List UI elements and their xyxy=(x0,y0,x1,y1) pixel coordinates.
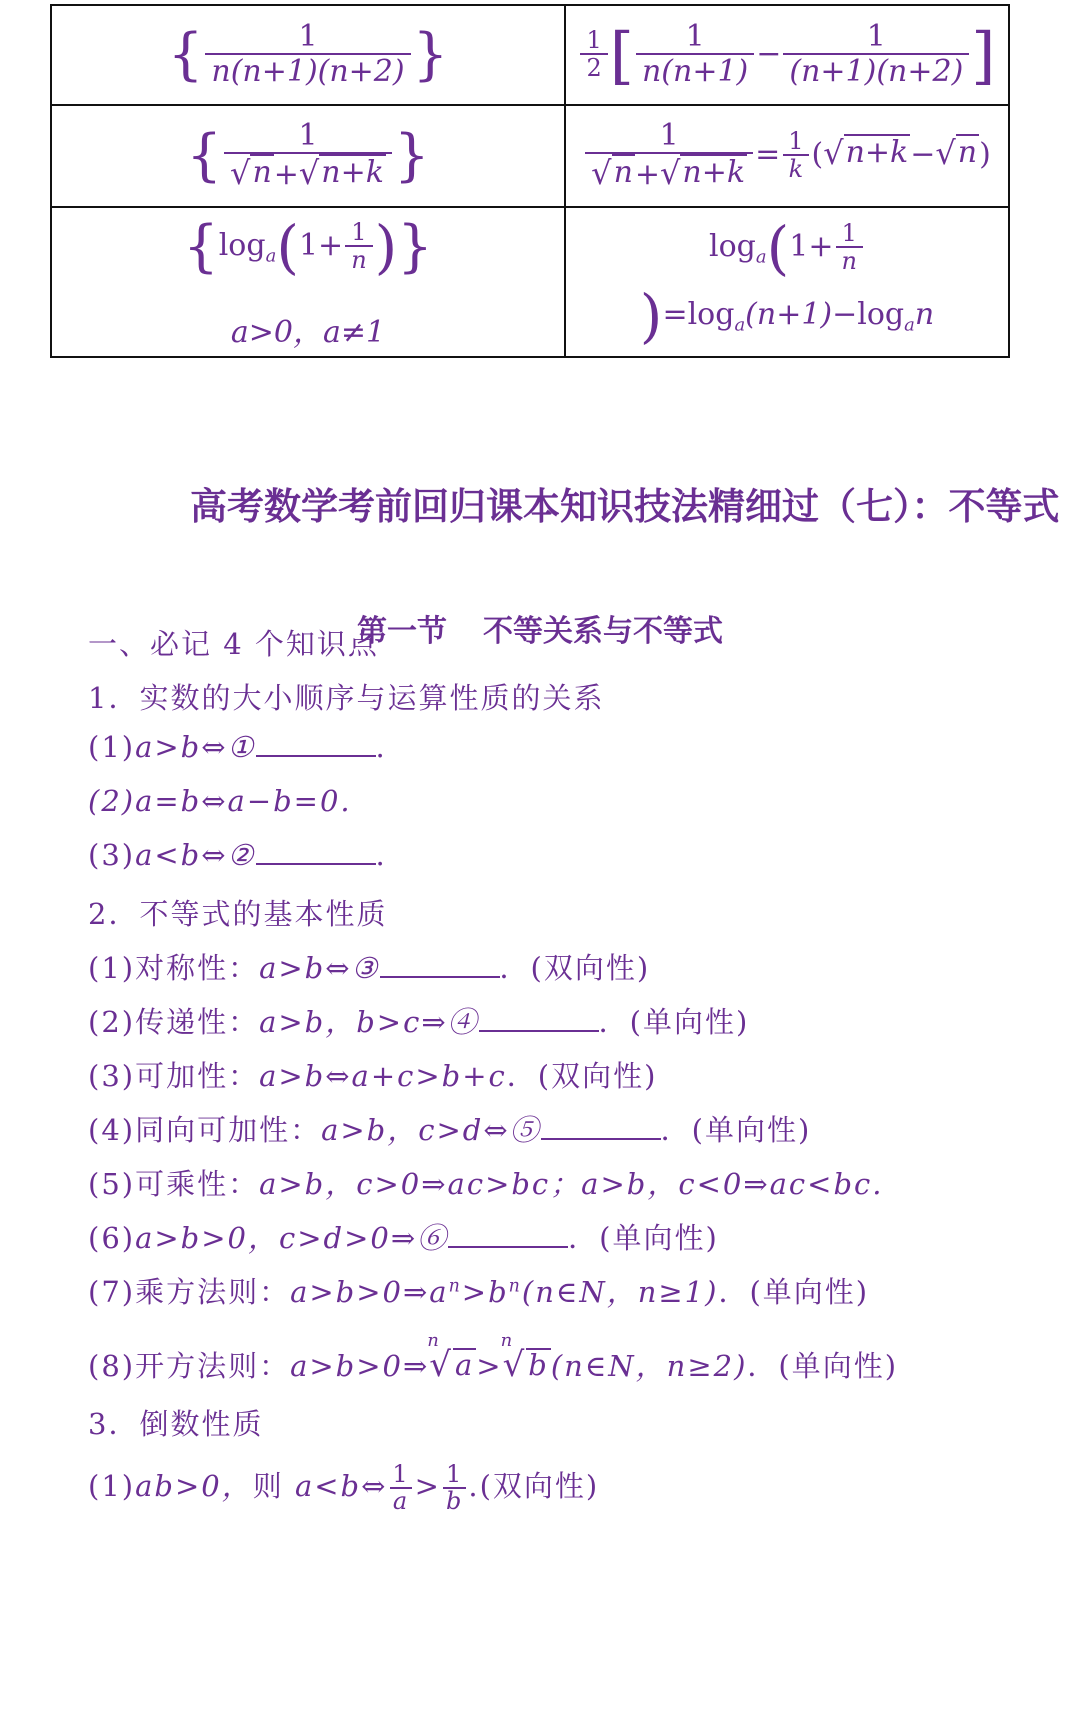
formula-table xyxy=(50,4,1010,358)
fraction: $\frac{1}{n}$ xyxy=(836,220,863,276)
heading-reciprocal: 3．倒数性质 xyxy=(88,1407,264,1441)
item-line: (7)乘方法则：$a>b>0\Rightarrow a^n>b^n(n\in N$，n≥1)．(单向性) xyxy=(88,1275,870,1309)
table-row xyxy=(51,5,1009,105)
page-title: 高考数学考前回归课本知识技法精细过（七）：不等式 xyxy=(190,484,1060,528)
coefficient-fraction: $\frac{1}{2}$ xyxy=(580,27,607,83)
heading-knowledge-points: 一、必记 4 个知识点 xyxy=(88,627,379,661)
fraction: 1 √ n + √ n+k xyxy=(224,119,392,193)
nth-root: n √ b xyxy=(500,1330,549,1385)
answer-blank[interactable] xyxy=(256,839,376,865)
section-title: 第一节 不等关系与不等式 xyxy=(357,614,723,649)
split-term-cell: $\log_a(1+$ $\frac{1}{n}$ )$=\log_a(n+1)-\log_an$ xyxy=(565,207,1009,357)
answer-blank[interactable] xyxy=(541,1114,661,1140)
item-line: (2)a=b⇔a−b=0. xyxy=(88,784,352,818)
answer-blank[interactable] xyxy=(256,731,376,757)
fraction: $\frac{1}{k}$ xyxy=(782,128,809,184)
item-line: (4)同向可加性：a>b，c>d⇔⑤ ．(单向性) xyxy=(88,1113,812,1147)
sqrt: √ n+k xyxy=(298,154,384,193)
sequence-cell: { $\frac{1}{n(n+1)(n+2)}$ } xyxy=(51,5,565,105)
item-line: (8)开方法则：a>b>0⇒ n √ a > n √ b (n∈N，n≥2)．(单向性) xyxy=(88,1330,899,1385)
answer-blank[interactable] xyxy=(448,1222,568,1248)
table-row xyxy=(51,105,1009,207)
item-line: (3)a<b⇔② . xyxy=(88,838,387,872)
heading-basic-properties: 2．不等式的基本性质 xyxy=(88,897,388,931)
sqrt: √ n+k xyxy=(660,154,746,193)
sequence-cell: { 1 √ n + √ n+k } xyxy=(51,105,565,207)
fraction: $\frac{1}{a}$ xyxy=(389,1462,412,1514)
nth-root: n √ a xyxy=(427,1330,475,1385)
heading-order-relation: 1．实数的大小顺序与运算性质的关系 xyxy=(88,681,605,715)
item-line: (1)对称性：a>b⇔③ ．(双向性) xyxy=(88,951,651,985)
answer-blank[interactable] xyxy=(479,1006,599,1032)
item-line: (1)a>b⇔① . xyxy=(88,730,387,764)
fraction: $\frac{1}{n(n+1)}$ xyxy=(636,20,754,90)
sqrt: √ n+k xyxy=(823,134,909,172)
fraction: $\frac{1}{n(n+1)(n+2)}$ xyxy=(205,20,410,90)
item-line: (1)ab>0，则 a<b⇔ $\frac{1}{a}$ > $\frac{1}{b}$ .(双向性) xyxy=(88,1460,600,1516)
split-term-cell: $\frac{1}{2}$ [ $\frac{1}{n(n+1)}$ − $\frac{1}{(n+1)(n+2)}$ ] xyxy=(565,5,1009,105)
fraction: $\frac{1}{b}$ xyxy=(443,1462,466,1514)
sqrt: √ n xyxy=(935,134,978,172)
item-line: (5)可乘性：a>b，c>0⇒ac>bc；a>b，c<0⇒ac<bc. xyxy=(88,1167,884,1201)
fraction: $\frac{1}{n}$ xyxy=(345,219,372,275)
item-line: (3)可加性：a>b⇔a+c>b+c．(双向性) xyxy=(88,1059,658,1093)
sqrt: √ n xyxy=(230,154,272,193)
split-term-cell: 1 √ n + √ n+k = $\frac{1}{k}$ ( √ n+k − √ n ) xyxy=(565,105,1009,207)
answer-blank[interactable] xyxy=(380,952,500,978)
sqrt: √ n xyxy=(591,154,633,193)
sequence-cell: {$\log_a(1+$ $\frac{1}{n}$ )} a>0，a≠1 xyxy=(51,207,565,357)
item-line: (2)传递性：a>b，b>c⇒④ ．(单向性) xyxy=(88,1005,750,1039)
fraction: $\frac{1}{(n+1)(n+2)}$ xyxy=(783,20,969,90)
condition: a>0，a≠1 xyxy=(230,315,386,350)
fraction: 1 √ n + √ n+k xyxy=(585,119,753,193)
item-line: (6)a>b>0，c>d>0⇒⑥ ．(单向性) xyxy=(88,1221,719,1255)
table-row xyxy=(51,207,1009,357)
